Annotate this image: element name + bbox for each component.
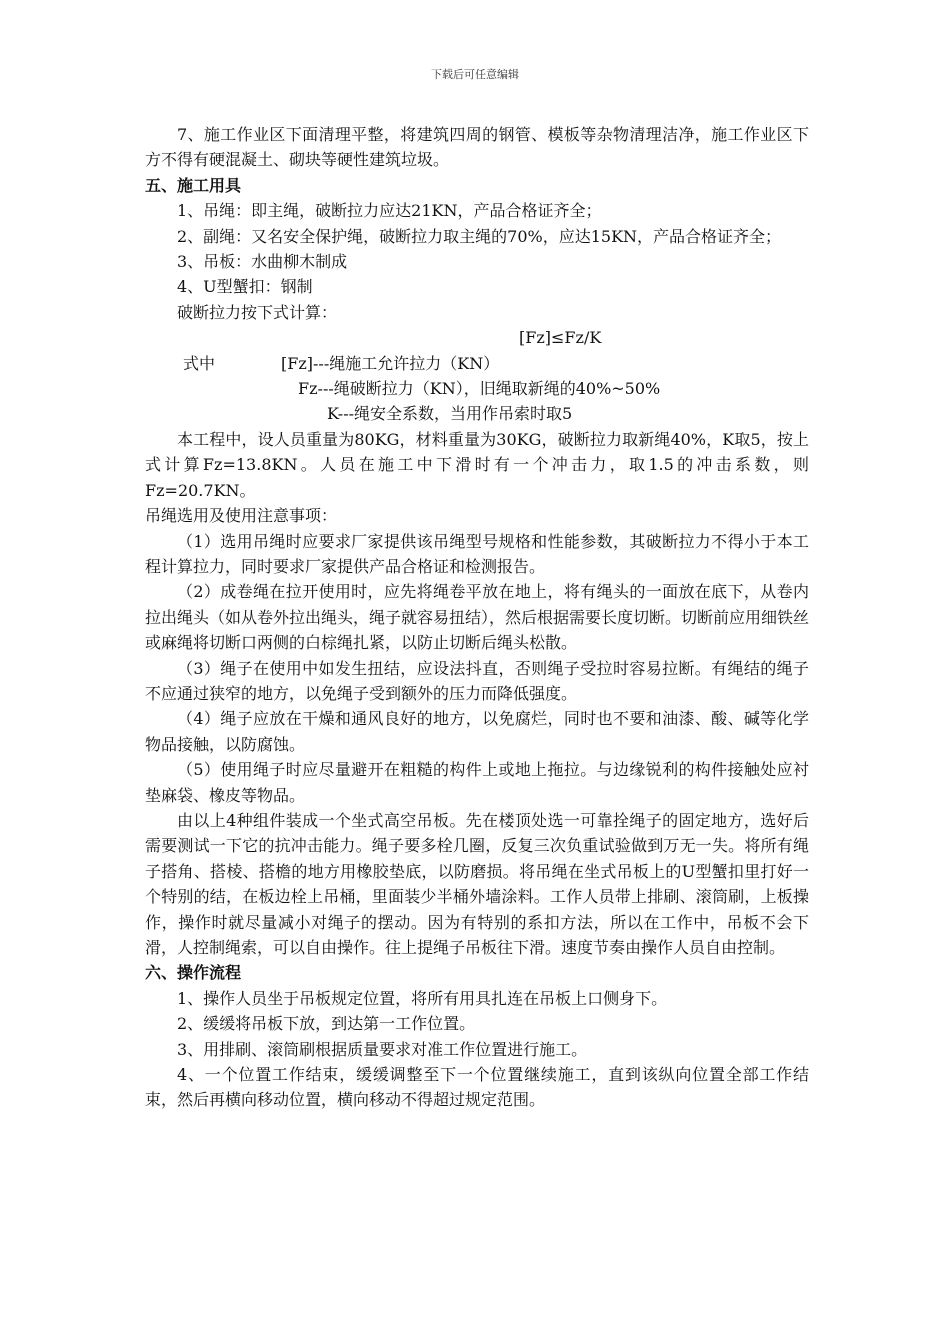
note-item-2: （2）成卷绳在拉开使用时，应先将绳卷平放在地上，将有绳头的一面放在底下，从卷内拉出绳头（如从卷外拉出绳头，绳子就容易扭结），然后根据需要长度切断。切断前应用细铁丝或麻绳将切断口两侧的白棕绳扎紧，以防止切断后绳头松散。 bbox=[145, 582, 810, 653]
procedure-item-1: 1、操作人员坐于吊板规定位置，将所有用具扎连在吊板上口侧身下。 bbox=[177, 988, 668, 1008]
section-5-heading: 五、施工用具 bbox=[145, 175, 242, 195]
formula-where-fz-break: Fz---绳破断拉力（KN），旧绳取新绳的40%~50% bbox=[298, 379, 661, 399]
tool-item-1: 1、吊绳：即主绳，破断拉力应达21KN，产品合格证齐全； bbox=[177, 201, 602, 221]
formula-where-fz-allowed: [Fz]---绳施工允许拉力（KN） bbox=[281, 353, 500, 373]
section-6-heading: 六、操作流程 bbox=[145, 963, 242, 983]
formula-where-line-1 bbox=[145, 351, 809, 376]
tool-item-4: 4、U型蟹扣：钢制 bbox=[177, 277, 313, 297]
calculation-paragraph: 本工程中，设人员重量为80KG，材料重量为30KG，破断拉力取新绳40%，K取5，按上式计算Fz=13.8KN。人员在施工中下滑时有一个冲击力，取1.5的冲击系数，则Fz=20.7KN。 bbox=[145, 429, 809, 500]
formula-where-k: K---绳安全系数，当用作吊索时取5 bbox=[327, 404, 573, 424]
document-body bbox=[145, 122, 809, 1113]
formula-intro: 破断拉力按下式计算： bbox=[177, 302, 338, 322]
page-header: 下载后可任意编辑 bbox=[431, 68, 519, 81]
note-item-5: （5）使用绳子时应尽量避开在粗糙的构件上或地上拖拉。与边缘锐利的构件接触处应衬垫麻袋、橡皮等物品。 bbox=[145, 760, 809, 805]
procedure-item-2: 2、缓缓将吊板下放，到达第一工作位置。 bbox=[177, 1014, 476, 1034]
formula: [Fz]≤Fz/K bbox=[519, 328, 602, 348]
paragraph-item-7: 7、施工作业区下面清理平整，将建筑四周的钢管、模板等杂物清理洁净，施工作业区下方不得有硬混凝土、砌块等硬性建筑垃圾。 bbox=[145, 125, 809, 170]
procedure-item-3: 3、用排刷、滚筒刷根据质量要求对准工作位置进行施工。 bbox=[177, 1039, 588, 1059]
note-item-3: （3）绳子在使用中如发生扭结，应设法抖直，否则绳子受拉时容易拉断。有绳结的绳子不应通过狭窄的地方，以免绳子受到额外的压力而降低强度。 bbox=[145, 658, 809, 703]
notes-title: 吊绳选用及使用注意事项： bbox=[145, 506, 338, 526]
formula-where-label: 式中 bbox=[183, 353, 216, 373]
assembly-paragraph: 由以上4种组件装成一个坐式高空吊板。先在楼顶处选一可靠拴绳子的固定地方，选好后需要测试一下它的抗冲击能力。绳子要多栓几圈，反复三次负重试验做到万无一失。将所有绳子搭角、搭棱、搭檐的地方用橡胶垫底，以防磨损。将吊绳在坐式吊板上的U型蟹扣里打好一个特别的结，在板边栓上吊桶，里面装少半桶外墙涂料。工作人员带上排刷、滚筒刷，上板操作，操作时就尽量减小对绳子的摆动。因为有特别的系扣方法，所以在工作中，吊板不会下滑，人控制绳索，可以自由操作。往上提绳子吊板往下滑。速度节奏由操作人员自由控制。 bbox=[145, 810, 809, 957]
note-item-4: （4）绳子应放在干燥和通风良好的地方，以免腐烂，同时也不要和油漆、酸、碱等化学物品接触，以防腐蚀。 bbox=[145, 709, 809, 754]
procedure-item-4: 4、一个位置工作结束，缓缓调整至下一个位置继续施工，直到该纵向位置全部工作结束，然后再横向移动位置，横向移动不得超过规定范围。 bbox=[145, 1065, 809, 1110]
note-item-1: （1）选用吊绳时应要求厂家提供该吊绳型号规格和性能参数，其破断拉力不得小于本工程计算拉力，同时要求厂家提供产品合格证和检测报告。 bbox=[145, 531, 809, 576]
tool-item-3: 3、吊板：水曲柳木制成 bbox=[177, 252, 348, 272]
tool-item-2: 2、副绳：又名安全保护绳，破断拉力取主绳的70%，应达15KN，产品合格证齐全； bbox=[177, 226, 782, 246]
